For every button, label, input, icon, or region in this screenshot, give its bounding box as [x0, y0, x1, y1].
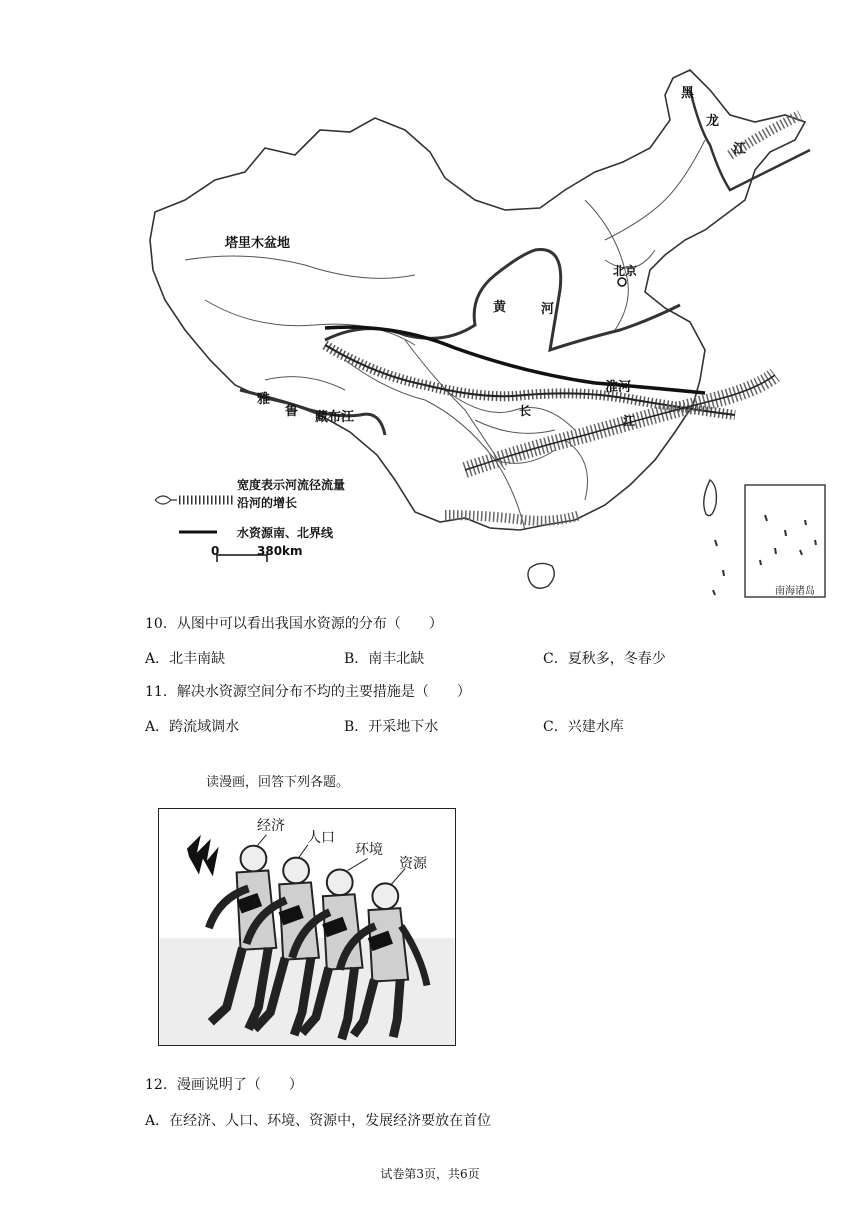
question-10-option-a: A．北丰南缺 — [145, 651, 226, 667]
cartoon-label-environment: 环境 — [355, 842, 383, 858]
question-10-option-c: C．夏秋多，冬春少 — [543, 651, 666, 667]
question-12-option-a: A．在经济、人口、环境、资源中，发展经济要放在首位 — [145, 1113, 492, 1129]
page-footer: 试卷第3页，共6页 — [380, 1167, 480, 1181]
map-label-yarlung-2: 鲁 — [285, 404, 299, 419]
map-label-heilongjiang-1: 黑 — [681, 86, 695, 101]
cartoon-figure — [158, 808, 456, 1046]
map-label-yarlung-3: 藏布江 — [315, 410, 355, 425]
south-sea-inset-frame — [745, 485, 825, 597]
lightning-mark — [187, 835, 219, 877]
map-label-huanghe-1: 黄 — [493, 300, 507, 315]
cartoon-label-resources: 资源 — [399, 856, 427, 872]
map-label-changjiang-1: 长 — [519, 404, 532, 418]
question-11-option-b: B．开采地下水 — [344, 719, 439, 735]
map-label-changjiang-2: 江 — [623, 414, 636, 428]
river-network — [185, 140, 705, 530]
legend-width-line2: 沿河的增长 — [237, 496, 298, 510]
cartoon-label-economy: 经济 — [257, 818, 285, 834]
hainan-island — [528, 563, 554, 588]
question-11-option-a: A．跨流域调水 — [145, 719, 240, 735]
legend-width-line1: 宽度表示河流径流量 — [237, 478, 346, 492]
map-label-heilongjiang-3: 江 — [733, 142, 747, 157]
map-label-huaihe: 淮河 — [605, 380, 632, 395]
legend-scale-distance: 380km — [257, 544, 303, 558]
china-water-map — [145, 60, 830, 605]
beijing-marker — [618, 278, 626, 286]
cartoon-label-population: 人口 — [307, 830, 335, 846]
map-label-huanghe-2: 河 — [541, 302, 555, 317]
question-11-option-c: C．兴建水库 — [543, 719, 624, 735]
map-label-beijing: 北京 — [613, 264, 638, 278]
legend-boundary: 水资源南、北界线 — [237, 526, 334, 540]
map-label-south-islands: 南海诸岛 — [775, 586, 815, 597]
map-label-heilongjiang-2: 龙 — [706, 114, 720, 129]
question-12-stem: 12．漫画说明了（ ） — [145, 1077, 303, 1093]
cartoon-intro: 读漫画，回答下列各题。 — [206, 775, 350, 790]
map-label-yarlung-1: 雅 — [257, 392, 271, 407]
question-10-stem: 10．从图中可以看出我国水资源的分布（ ） — [145, 616, 443, 632]
legend-scale-zero: 0 — [211, 544, 220, 558]
question-10-option-b: B．南丰北缺 — [344, 651, 425, 667]
question-11-stem: 11．解决水资源空间分布不均的主要措施是（ ） — [145, 684, 471, 700]
taiwan-island — [704, 480, 717, 516]
map-label-tarim-basin: 塔里木盆地 — [225, 236, 291, 251]
pearl-river — [445, 515, 580, 521]
